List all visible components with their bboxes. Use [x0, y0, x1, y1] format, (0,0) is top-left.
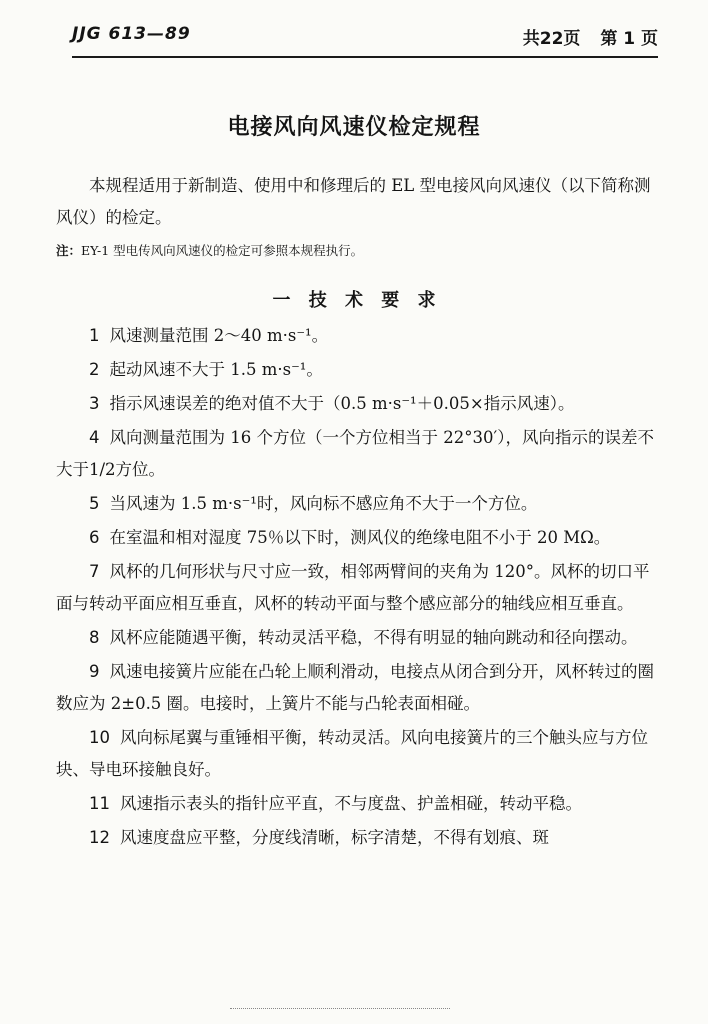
note: [56, 238, 658, 264]
list-item: [56, 354, 658, 386]
document-title: 电接风向风速仪检定规程: [227, 115, 481, 140]
item-number: 6: [89, 528, 100, 547]
item-text: 风速度盘应平整，分度线清晰，标字清楚，不得有划痕、斑: [120, 828, 549, 847]
total-pages: 共22页: [522, 29, 581, 49]
item-text: 风速测量范围 2～40 m·s⁻¹。: [109, 326, 329, 345]
item-text: 风速指示表头的指针应平直，不与度盘、护盖相碰，转动平稳。: [120, 794, 582, 813]
item-text: 在室温和相对湿度 75％以下时，测风仪的绝缘电阻不小于 20 MΩ。: [109, 528, 611, 547]
list-item: [56, 656, 658, 720]
document-body: [56, 170, 658, 856]
list-item: [56, 822, 658, 854]
item-number: 7: [89, 562, 100, 581]
item-number: 5: [89, 494, 100, 513]
list-item: [56, 522, 658, 554]
page-bottom-rule: [230, 1008, 450, 1009]
list-item: [56, 320, 658, 352]
item-number: 2: [89, 360, 100, 379]
item-number: 1: [89, 326, 100, 345]
standard-code: JJG 613—89: [72, 24, 191, 44]
intro-paragraph: 本规程适用于新制造、使用中和修理后的 EL 型电接风向风速仪（以下简称测风仪）的检定。: [56, 176, 651, 227]
page-number: 第 1 页: [600, 29, 658, 49]
item-text: 指示风速误差的绝对值不大于（0.5 m·s⁻¹＋0.05×指示风速）。: [109, 394, 575, 413]
item-text: 风杯应能随遇平衡，转动灵活平稳，不得有明显的轴向跳动和径向摆动。: [109, 628, 638, 647]
item-number: 11: [89, 794, 110, 813]
list-item: [56, 556, 658, 620]
page-indicator: [509, 24, 658, 49]
list-item: [56, 788, 658, 820]
requirements-list: [56, 320, 658, 854]
section-title: 一 技 术 要 求: [272, 290, 442, 311]
note-text: EY-1 型电传风向风速仪的检定可参照本规程执行。: [81, 243, 364, 258]
item-text: 风向测量范围为 16 个方位（一个方位相当于 22°30′），风向指示的误差不大于1/2方位。: [56, 428, 654, 479]
list-item: [56, 488, 658, 520]
note-label: 注：: [56, 243, 82, 258]
list-item: [56, 622, 658, 654]
list-item: [56, 388, 658, 420]
item-text: 风杯的几何形状与尺寸应一致，相邻两臂间的夹角为 120°。风杯的切口平面与转动平面应相互垂直，风杯的转动平面与整个感应部分的轴线应相互垂直。: [56, 562, 650, 613]
item-number: 4: [89, 428, 100, 447]
list-item: [56, 422, 658, 486]
item-text: 当风速为 1.5 m·s⁻¹时，风向标不感应角不大于一个方位。: [109, 494, 538, 513]
item-number: 9: [89, 662, 100, 681]
item-number: 12: [89, 828, 110, 847]
item-text: 风向标尾翼与重锤相平衡，转动灵活。风向电接簧片的三个触头应与方位块、导电环接触良好。: [56, 728, 648, 779]
item-number: 3: [89, 394, 100, 413]
item-text: 起动风速不大于 1.5 m·s⁻¹。: [109, 360, 323, 379]
page-header: [72, 22, 658, 58]
list-item: [56, 722, 658, 786]
item-number: 10: [89, 728, 110, 747]
item-number: 8: [89, 628, 100, 647]
item-text: 风速电接簧片应能在凸轮上顺利滑动，电接点从闭合到分开，风杯转过的圈数应为 2±0.5 圈。电接时，上簧片不能与凸轮表面相碰。: [56, 662, 654, 713]
